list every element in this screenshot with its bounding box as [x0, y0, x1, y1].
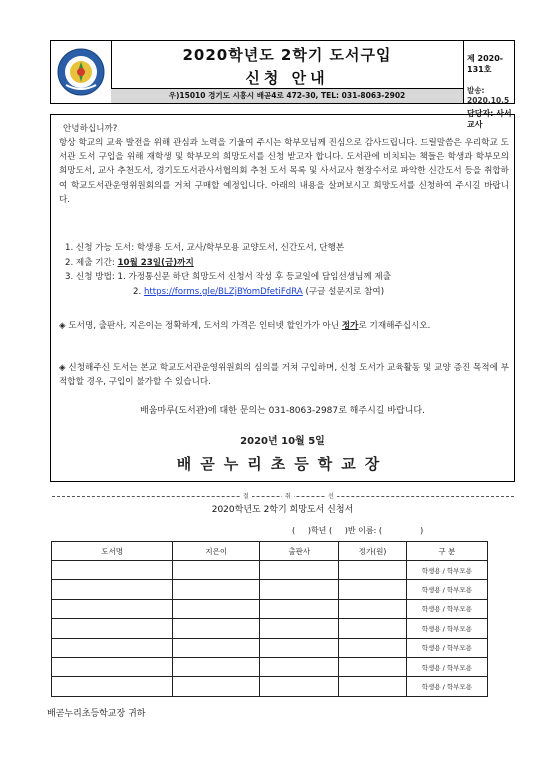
- form-footer: 배곧누리초등학교장 귀하: [47, 709, 146, 719]
- cell-price[interactable]: [339, 638, 407, 657]
- school-address: 우)15010 경기도 시흥시 배곧4로 472-30, TEL: 031-8063-2902: [111, 89, 464, 103]
- item-period-label: 2. 제출 기간:: [65, 258, 118, 268]
- cell-author[interactable]: [173, 638, 260, 657]
- note-accuracy: [59, 319, 509, 333]
- table-row: [52, 638, 488, 657]
- cell-title[interactable]: [52, 561, 173, 580]
- cell-price[interactable]: [339, 580, 407, 599]
- item-period: [65, 256, 194, 270]
- cell-price[interactable]: [339, 619, 407, 638]
- google-form-link[interactable]: https://forms.gle/BLZjBYomDfetiFdRA: [143, 287, 303, 297]
- col-price: 정가(원): [339, 542, 407, 561]
- school-logo: [51, 41, 112, 103]
- item-method-online: [133, 285, 384, 299]
- grade-class-name-line: ( )학년 ( )반 이름: ( ): [292, 526, 424, 535]
- table-row: [52, 561, 488, 580]
- notice-body: [50, 114, 515, 482]
- application-table: [51, 541, 488, 697]
- item-method-online-index: 2.: [133, 287, 144, 297]
- note-accuracy-text: ◈ 도서명, 출판사, 지은이는 정확하게, 도서의 가격은 인터넷 할인가가 아닌: [59, 321, 342, 331]
- cell-author[interactable]: [173, 619, 260, 638]
- item-books: 1. 신청 가능 도서: 학생용 도서, 교사/학부모용 교양도서, 신간도서, 단행본: [65, 243, 345, 253]
- cell-type[interactable]: 학생용 / 학부모용: [406, 580, 487, 599]
- person-in-charge: 담당자: 사서교사: [467, 109, 512, 129]
- cell-type[interactable]: 학생용 / 학부모용: [406, 638, 487, 657]
- table-row: [52, 657, 488, 676]
- note-review: ◈ 신청해주신 도서는 본교 학교도서관운영위원회의 심의를 거쳐 구입하며, 신청 도서가 교육활동 및 교양 증진 목적에 부적합할 경우, 구입이 불가할 수 있습니다.: [59, 363, 509, 388]
- cell-price[interactable]: [339, 677, 407, 696]
- note-accuracy-suffix: 로 기재해주십시오.: [358, 321, 431, 331]
- cell-author[interactable]: [173, 677, 260, 696]
- cell-title[interactable]: [52, 599, 173, 618]
- cell-type[interactable]: 학생용 / 학부모용: [406, 677, 487, 696]
- col-type: 구 분: [406, 542, 487, 561]
- issue-date: 발송: 2020.10.5: [467, 86, 510, 105]
- cell-title[interactable]: [52, 677, 173, 696]
- cell-publisher[interactable]: [260, 619, 339, 638]
- cut-label-left: 절: [240, 491, 252, 500]
- page-subtitle: 신청 안내: [245, 69, 329, 87]
- table-row: [52, 599, 488, 618]
- cell-title[interactable]: [52, 619, 173, 638]
- table-header-row: [52, 542, 488, 561]
- cell-publisher[interactable]: [260, 561, 339, 580]
- cell-author[interactable]: [173, 657, 260, 676]
- cell-type[interactable]: 학생용 / 학부모용: [406, 599, 487, 618]
- intro-paragraph: 항상 학교의 교육 발전을 위해 관심과 노력을 기울여 주시는 학부모님께 진심으로 감사드립니다. 드릴말씀은 우리학교 도서관 도서 구입을 위해 재학생 및 학부모의 희망도서를 신청 받고자 합니다. 도서관에 비치되는 책들은 학생과 학부모의 희망도서, 교사 추천도서, 경기도도서관사서협의회 추천 도서 목록 및 사서교사 현장수서로 파악한 신간도서 등을 취합하여 학교도서관운영위원회의를 거쳐 구매할 예정입니다. 아래의 내용을 살펴보시고 희망도서를 신청하여 주시길 바랍니다.: [59, 138, 509, 205]
- doc-info: [464, 41, 514, 129]
- cell-publisher[interactable]: [260, 580, 339, 599]
- principal-name: 배곧누리초등학교장: [176, 455, 389, 473]
- greeting: 안녕하십니까?: [63, 124, 118, 134]
- note-accuracy-emphasis: 정가: [341, 321, 359, 331]
- cell-type[interactable]: 학생용 / 학부모용: [406, 561, 487, 580]
- school-emblem-icon: [56, 47, 106, 97]
- col-publisher: 출판사: [260, 542, 339, 561]
- cell-author[interactable]: [173, 580, 260, 599]
- table-row: [52, 619, 488, 638]
- cell-title[interactable]: [52, 657, 173, 676]
- cell-price[interactable]: [339, 599, 407, 618]
- title-area: [111, 41, 464, 89]
- cell-publisher[interactable]: [260, 599, 339, 618]
- page-title: 2020학년도 2학기 도서구입: [182, 46, 392, 64]
- cell-author[interactable]: [173, 561, 260, 580]
- cut-label-right: 선: [325, 491, 337, 500]
- cell-title[interactable]: [52, 580, 173, 599]
- form-title: 2020학년도 2학기 희망도서 신청서: [211, 505, 354, 515]
- notice-date: 2020년 10월 5일: [240, 436, 325, 447]
- table-row: [52, 580, 488, 599]
- document-number: 제 2020-131호: [467, 54, 504, 74]
- cell-publisher[interactable]: [260, 657, 339, 676]
- item-method-online-note: (구글 설문지로 참여): [302, 287, 385, 297]
- cell-author[interactable]: [173, 599, 260, 618]
- cut-label-mid: 취: [282, 491, 294, 500]
- cell-price[interactable]: [339, 657, 407, 676]
- cell-publisher[interactable]: [260, 638, 339, 657]
- contact-info: 배움마루(도서관)에 대한 문의는 031-8063-2987로 해주시길 바랍니다.: [140, 406, 425, 416]
- cell-price[interactable]: [339, 561, 407, 580]
- table-row: [52, 677, 488, 696]
- col-title: 도서명: [52, 542, 173, 561]
- cell-type[interactable]: 학생용 / 학부모용: [406, 657, 487, 676]
- col-author: 지은이: [173, 542, 260, 561]
- deadline: 10월 23일(금)까지: [117, 258, 194, 268]
- item-method: 3. 신청 방법: 1. 가정통신문 하단 희망도서 신청서 작성 후 등교일에 담임선생님께 제출: [65, 272, 392, 282]
- cell-title[interactable]: [52, 638, 173, 657]
- cell-publisher[interactable]: [260, 677, 339, 696]
- cell-type[interactable]: 학생용 / 학부모용: [406, 619, 487, 638]
